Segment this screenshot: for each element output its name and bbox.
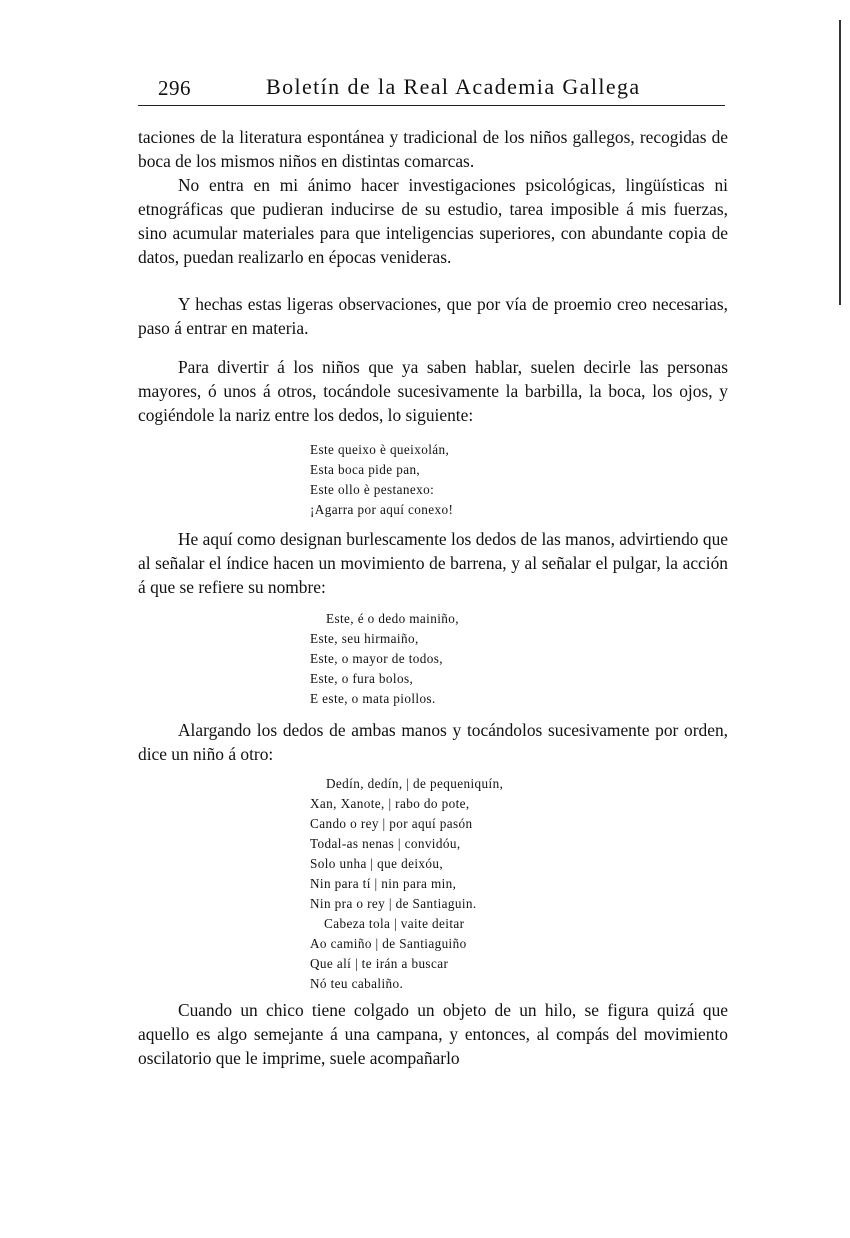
verse-line: Xan, Xanote, | rabo do pote, — [310, 796, 470, 811]
running-header — [138, 74, 728, 104]
verse-line: Este, o fura bolos, — [310, 671, 414, 686]
verse-dedin — [310, 774, 503, 994]
verse-line: ¡Agarra por aquí conexo! — [310, 502, 454, 517]
verse-line: E este, o mata piollos. — [310, 691, 436, 706]
page-number: 296 — [158, 76, 191, 100]
paragraph-barbilla: Para divertir á los niños que ya saben hablar, suelen decirle las personas mayores, ó unos á otros, tocándole sucesivamente la barbilla, la boca, los ojos, y cogiéndole la nariz entre los dedos, lo siguiente: — [138, 357, 728, 425]
verse-line: Nin para tí | nin para min, — [310, 876, 457, 891]
verse-line: Este ollo è pestanexo: — [310, 482, 435, 497]
journal-title: Boletín de la Real Academia Gallega — [266, 74, 641, 99]
paragraph-alargando: Alargando los dedos de ambas manos y tocándolos sucesivamente por orden, dice un niño á otro: — [138, 720, 728, 764]
paragraph-campana: Cuando un chico tiene colgado un objeto de un hilo, se figura quizá que aquello es algo semejante á una campana, y entonces, al compás del movimiento oscilatorio que le imprime, suele acompañarlo — [138, 1000, 728, 1068]
verse-queixo — [310, 440, 453, 520]
verse-line: Cabeza tola | vaite deitar — [324, 916, 465, 931]
verse-line: Cando o rey | por aquí pasón — [310, 816, 473, 831]
paragraph-continuation: taciones de la literatura espontánea y tradicional de los niños gallegos, recogidas de boca de los mismos niños en distintas comarcas. — [138, 127, 728, 171]
paragraph-dedos: He aquí como designan burlescamente los dedos de las manos, advirtiendo que al señalar el índice hacen un movimiento de barrena, y al señalar el pulgar, la acción á que se refiere su nombre: — [138, 529, 728, 597]
verse-line: Este queixo è queixolán, — [310, 442, 450, 457]
verse-line: Esta boca pide pan, — [310, 462, 421, 477]
paragraph-intent: No entra en mi ánimo hacer investigaciones psicológicas, lingüísticas ni etnográficas que pudieran inducirse de su estudio, tarea imposible á mis fuerzas, sino acumular materiales para que inteligencias superiores, con abundante copia de datos, puedan realizarlo en épocas venideras. — [138, 175, 728, 267]
verse-line: Dedín, dedín, | de pequeniquín, — [326, 776, 504, 791]
verse-line: Este, o mayor de todos, — [310, 651, 443, 666]
verse-line: Nó teu cabaliño. — [310, 976, 404, 991]
verse-dedos — [310, 609, 459, 709]
verse-line: Este, é o dedo mainiño, — [326, 611, 459, 626]
verse-line: Nin pra o rey | de Santiaguin. — [310, 896, 477, 911]
page-edge-shadow — [839, 20, 841, 305]
verse-line: Que alí | te irán a buscar — [310, 956, 449, 971]
paragraph-proemio: Y hechas estas ligeras observaciones, que por vía de proemio creo necesarias, paso á entrar en materia. — [138, 294, 728, 338]
verse-line: Todal-as nenas | convidóu, — [310, 836, 461, 851]
header-rule — [138, 105, 725, 106]
verse-line: Ao camiño | de Santiaguiño — [310, 936, 467, 951]
verse-line: Solo unha | que deixóu, — [310, 856, 444, 871]
verse-line: Este, seu hirmaiño, — [310, 631, 419, 646]
